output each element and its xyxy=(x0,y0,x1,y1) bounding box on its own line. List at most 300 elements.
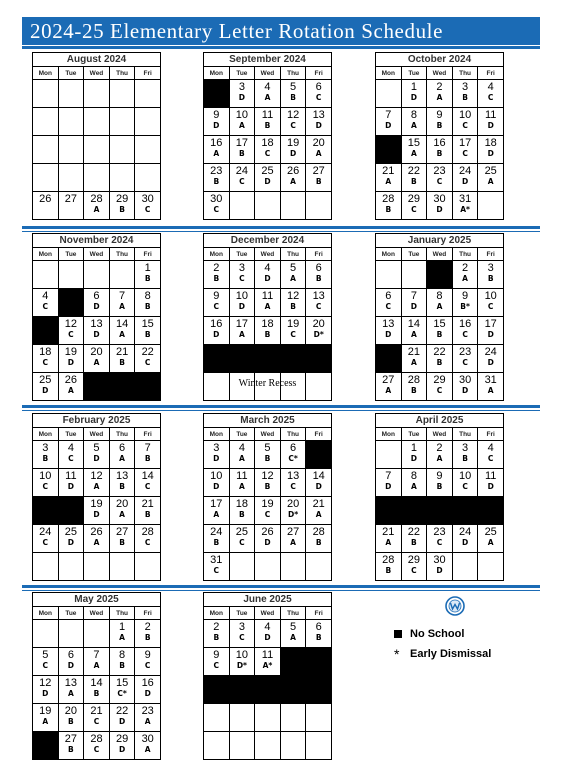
week-row xyxy=(204,620,332,648)
month-name: April 2025 xyxy=(375,413,504,427)
day-cell xyxy=(452,317,478,345)
rotation-letter: C xyxy=(93,717,100,726)
weekday-header: Thu xyxy=(280,607,306,620)
rotation-letter: B xyxy=(264,121,271,130)
day-number: 27 xyxy=(312,165,325,177)
day-cell xyxy=(280,108,306,136)
day-cell xyxy=(33,80,59,108)
rotation-letter: A xyxy=(67,386,74,395)
rotation-letter: B* xyxy=(460,302,470,311)
day-cell xyxy=(84,80,110,108)
day-cell xyxy=(58,553,84,581)
rotation-letter: D* xyxy=(236,661,247,670)
rotation-letter: A xyxy=(144,745,151,754)
day-cell xyxy=(452,525,478,553)
day-cell xyxy=(58,261,84,289)
rotation-letter: C xyxy=(144,661,151,670)
no-school-cell xyxy=(33,317,59,345)
day-cell xyxy=(376,80,402,108)
day-cell xyxy=(33,525,59,553)
header-divider xyxy=(22,46,540,49)
day-number: 4 xyxy=(487,81,494,93)
day-number: 3 xyxy=(213,442,220,454)
day-cell xyxy=(33,192,59,220)
weekday-header: Fri xyxy=(306,67,332,80)
day-cell xyxy=(306,108,332,136)
day-number: 24 xyxy=(458,526,472,538)
week-row xyxy=(33,261,161,289)
rotation-letter: C* xyxy=(288,454,298,463)
rotation-letter: B xyxy=(119,205,125,214)
day-number: 8 xyxy=(436,290,443,302)
day-cell xyxy=(135,164,161,192)
day-cell xyxy=(376,164,402,192)
rotation-letter: B xyxy=(144,302,151,311)
day-cell xyxy=(401,192,427,220)
day-number: 21 xyxy=(382,526,395,538)
day-number: 13 xyxy=(312,290,325,302)
month-name: November 2024 xyxy=(32,233,161,247)
rotation-letter: C xyxy=(213,205,220,214)
week-row xyxy=(376,469,504,497)
day-number: 3 xyxy=(238,621,245,633)
day-number: 25 xyxy=(235,526,249,538)
day-cell xyxy=(427,289,453,317)
day-cell xyxy=(255,261,281,289)
rotation-letter: B xyxy=(213,274,220,283)
rotation-letter: D xyxy=(93,330,100,339)
day-number: 24 xyxy=(235,165,249,177)
day-cell xyxy=(306,525,332,553)
rotation-letter: D xyxy=(238,93,245,102)
day-cell xyxy=(255,441,281,469)
no-school-cell xyxy=(204,80,230,108)
day-number: 20 xyxy=(90,346,103,358)
month-calendar xyxy=(375,413,504,581)
rotation-letter: A xyxy=(410,330,417,339)
weekday-header: Mon xyxy=(33,67,59,80)
day-number: 5 xyxy=(264,442,271,454)
day-cell xyxy=(427,553,453,581)
day-cell xyxy=(204,289,230,317)
day-number: 24 xyxy=(458,165,472,177)
day-number: 19 xyxy=(286,318,300,330)
day-cell xyxy=(376,261,402,289)
day-number: 6 xyxy=(67,649,74,661)
rotation-letter: C xyxy=(239,177,245,186)
day-cell xyxy=(109,136,135,164)
rotation-letter: A xyxy=(436,454,443,463)
day-number: 11 xyxy=(484,109,497,121)
rotation-letter: C xyxy=(487,93,494,102)
rotation-letter: D xyxy=(385,330,392,339)
weekday-header: Wed xyxy=(255,607,281,620)
day-number: 11 xyxy=(484,470,497,482)
week-row xyxy=(204,289,332,317)
rotation-letter: D xyxy=(213,482,220,491)
rotation-letter: A xyxy=(238,482,245,491)
day-number: 19 xyxy=(261,498,274,510)
rotation-letter: B xyxy=(144,454,151,463)
month-name: October 2024 xyxy=(375,52,504,66)
day-cell xyxy=(306,192,332,220)
weekday-header: Mon xyxy=(33,428,59,441)
rotation-letter: D xyxy=(385,121,392,130)
day-cell xyxy=(376,525,402,553)
day-number: 10 xyxy=(235,649,249,661)
week-row xyxy=(33,345,161,373)
weekday-header: Tue xyxy=(401,67,427,80)
rotation-letter: B xyxy=(264,454,271,463)
rotation-letter: C xyxy=(42,538,49,547)
rotation-letter: C xyxy=(68,330,74,339)
day-cell xyxy=(401,136,427,164)
day-number: 14 xyxy=(407,318,421,330)
month-calendar xyxy=(203,592,332,760)
day-cell xyxy=(255,108,281,136)
no-school-cell xyxy=(427,261,453,289)
day-number: 21 xyxy=(407,346,421,358)
day-cell xyxy=(204,732,230,760)
day-number: 6 xyxy=(385,290,392,302)
day-number: 14 xyxy=(312,470,325,482)
day-cell xyxy=(255,80,281,108)
day-number: 21 xyxy=(115,346,129,358)
week-row xyxy=(204,345,332,373)
rotation-letter: D xyxy=(93,510,100,519)
day-cell xyxy=(58,441,84,469)
weekday-header: Fri xyxy=(306,428,332,441)
week-row xyxy=(33,525,161,553)
day-cell xyxy=(427,164,453,192)
rotation-letter: A xyxy=(315,149,322,158)
day-cell xyxy=(255,192,281,220)
day-cell xyxy=(478,441,504,469)
month-calendar xyxy=(32,413,161,581)
day-cell xyxy=(280,289,306,317)
day-cell xyxy=(280,80,306,108)
rotation-letter: B xyxy=(411,177,417,186)
day-number: 13 xyxy=(312,109,325,121)
week-row xyxy=(376,525,504,553)
rotation-letter: D xyxy=(264,633,271,642)
day-number: 2 xyxy=(436,81,443,93)
day-cell xyxy=(478,289,504,317)
week-row xyxy=(376,80,504,108)
day-number: 19 xyxy=(90,498,103,510)
day-number: 20 xyxy=(286,498,300,510)
day-cell xyxy=(135,525,161,553)
day-number: 6 xyxy=(315,262,322,274)
month-name: January 2025 xyxy=(375,233,504,247)
day-number: 3 xyxy=(42,442,49,454)
day-cell xyxy=(204,108,230,136)
row-divider-thin xyxy=(22,231,540,232)
day-number: 11 xyxy=(261,290,274,302)
day-number: 26 xyxy=(64,374,78,386)
day-cell xyxy=(280,192,306,220)
day-cell xyxy=(376,108,402,136)
day-number: 1 xyxy=(144,262,151,274)
week-row xyxy=(204,317,332,345)
week-row xyxy=(376,164,504,192)
day-cell xyxy=(401,317,427,345)
day-number: 25 xyxy=(39,374,52,386)
day-cell xyxy=(452,373,478,401)
rotation-letter: B xyxy=(68,717,74,726)
day-number: 19 xyxy=(39,705,52,717)
day-cell xyxy=(135,345,161,373)
rotation-letter: A xyxy=(93,358,100,367)
month-name: February 2025 xyxy=(32,413,161,427)
rotation-letter: B xyxy=(315,633,322,642)
day-cell xyxy=(452,261,478,289)
rotation-letter: C xyxy=(462,149,468,158)
rotation-letter: C xyxy=(213,661,220,670)
day-number: 21 xyxy=(90,705,103,717)
week-row xyxy=(376,441,504,469)
day-cell xyxy=(84,525,110,553)
day-cell xyxy=(427,373,453,401)
day-cell xyxy=(58,108,84,136)
no-school-cell xyxy=(255,676,281,704)
day-cell xyxy=(255,553,281,581)
rotation-letter: D xyxy=(487,121,494,130)
rotation-letter: D xyxy=(315,121,322,130)
day-number: 17 xyxy=(235,137,249,149)
week-row xyxy=(376,136,504,164)
week-row xyxy=(33,80,161,108)
day-cell xyxy=(109,345,135,373)
day-cell xyxy=(376,192,402,220)
day-number: 7 xyxy=(119,290,126,302)
rotation-letter: C xyxy=(315,93,322,102)
weekday-header: Wed xyxy=(255,428,281,441)
day-number: 27 xyxy=(64,193,78,205)
day-cell xyxy=(255,620,281,648)
day-cell xyxy=(135,136,161,164)
day-cell xyxy=(204,648,230,676)
day-cell xyxy=(84,192,110,220)
rotation-letter: C xyxy=(264,149,271,158)
rotation-letter: D xyxy=(410,454,417,463)
day-number: 20 xyxy=(312,318,325,330)
rotation-letter: B xyxy=(144,510,151,519)
rotation-letter: A xyxy=(290,177,296,186)
weekday-header: Tue xyxy=(58,607,84,620)
rotation-letter: B xyxy=(315,274,322,283)
rotation-letter: C xyxy=(290,482,296,491)
day-number: 23 xyxy=(458,346,472,358)
day-number: 27 xyxy=(115,526,129,538)
day-number: 24 xyxy=(39,526,52,538)
day-cell xyxy=(84,497,110,525)
weekday-header: Thu xyxy=(109,428,135,441)
rotation-letter: C xyxy=(213,302,220,311)
rotation-letter: D xyxy=(436,566,443,575)
day-number: 11 xyxy=(65,470,77,482)
rotation-letter: A xyxy=(67,689,74,698)
rotation-letter: B xyxy=(239,149,245,158)
no-school-cell xyxy=(229,345,255,373)
day-cell xyxy=(427,525,453,553)
day-number: 14 xyxy=(90,677,103,689)
month-name: March 2025 xyxy=(203,413,332,427)
no-school-cell xyxy=(376,497,402,525)
rotation-letter: A* xyxy=(460,205,470,214)
day-cell xyxy=(84,553,110,581)
week-row xyxy=(204,497,332,525)
weekday-header: Fri xyxy=(306,607,332,620)
month-name: September 2024 xyxy=(203,52,332,66)
day-cell xyxy=(229,441,255,469)
rotation-letter: B xyxy=(213,177,220,186)
day-number: 28 xyxy=(141,526,154,538)
no-school-cell xyxy=(401,497,427,525)
month-calendar xyxy=(203,52,332,220)
rotation-letter: A xyxy=(487,538,494,547)
rotation-letter: D xyxy=(93,302,100,311)
day-number: 3 xyxy=(238,81,245,93)
no-school-cell xyxy=(280,676,306,704)
rotation-letter: D xyxy=(42,386,49,395)
day-number: 5 xyxy=(93,442,100,454)
day-number: 25 xyxy=(484,526,497,538)
weekday-header: Mon xyxy=(376,248,402,261)
day-number: 18 xyxy=(484,137,497,149)
day-number: 14 xyxy=(115,318,129,330)
rotation-letter: C xyxy=(462,358,468,367)
day-cell xyxy=(478,164,504,192)
day-cell xyxy=(84,441,110,469)
rotation-letter: C xyxy=(239,538,245,547)
weekday-header: Thu xyxy=(452,428,478,441)
day-cell xyxy=(478,261,504,289)
day-cell xyxy=(401,80,427,108)
day-number: 28 xyxy=(90,733,103,745)
day-number: 9 xyxy=(213,290,220,302)
day-cell xyxy=(84,676,110,704)
day-cell xyxy=(135,261,161,289)
rotation-letter: C xyxy=(487,302,494,311)
rotation-letter: C xyxy=(462,482,468,491)
rotation-letter: A xyxy=(119,302,125,311)
weekday-header: Wed xyxy=(84,67,110,80)
day-cell xyxy=(452,441,478,469)
day-number: 6 xyxy=(290,442,297,454)
rotation-letter: C xyxy=(411,566,417,575)
legend-early-dismissal-label: Early Dismissal xyxy=(410,647,492,660)
week-row xyxy=(376,289,504,317)
day-cell xyxy=(376,469,402,497)
rotation-letter: B xyxy=(290,302,296,311)
day-cell xyxy=(452,136,478,164)
day-number: 22 xyxy=(407,165,421,177)
day-number: 22 xyxy=(115,705,129,717)
weekday-header: Wed xyxy=(84,607,110,620)
day-cell xyxy=(452,469,478,497)
day-number: 16 xyxy=(433,137,446,149)
no-school-cell xyxy=(478,497,504,525)
rotation-letter: C xyxy=(436,177,443,186)
day-cell xyxy=(376,289,402,317)
rotation-letter: B xyxy=(411,538,417,547)
day-cell xyxy=(109,317,135,345)
day-cell xyxy=(478,469,504,497)
day-cell xyxy=(109,289,135,317)
day-number: 23 xyxy=(141,705,154,717)
day-number: 15 xyxy=(115,677,129,689)
day-number: 9 xyxy=(436,470,443,482)
day-number: 13 xyxy=(382,318,395,330)
day-number: 29 xyxy=(407,193,421,205)
rotation-letter: C xyxy=(290,121,296,130)
rotation-letter: B xyxy=(462,93,468,102)
day-number: 15 xyxy=(141,318,154,330)
month-calendar xyxy=(32,52,161,220)
day-number: 13 xyxy=(64,677,78,689)
day-number: 23 xyxy=(210,165,223,177)
day-cell xyxy=(33,164,59,192)
day-number: 25 xyxy=(484,165,497,177)
rotation-letter: A xyxy=(315,510,322,519)
rotation-letter: B xyxy=(385,566,392,575)
day-cell xyxy=(401,108,427,136)
rotation-letter: D xyxy=(487,358,494,367)
day-cell xyxy=(109,164,135,192)
rotation-letter: D xyxy=(67,661,74,670)
day-cell xyxy=(204,164,230,192)
week-row xyxy=(204,441,332,469)
week-row xyxy=(204,525,332,553)
weekday-header: Fri xyxy=(478,248,504,261)
rotation-letter: A xyxy=(436,93,443,102)
weekday-header: Thu xyxy=(452,248,478,261)
rotation-letter: C xyxy=(436,538,443,547)
rotation-letter: B xyxy=(239,510,245,519)
day-cell xyxy=(204,469,230,497)
day-cell xyxy=(58,164,84,192)
day-number: 9 xyxy=(462,290,469,302)
day-cell xyxy=(280,136,306,164)
week-row xyxy=(33,553,161,581)
no-school-cell xyxy=(306,648,332,676)
legend-no-school-label: No School xyxy=(410,628,465,640)
rotation-letter: C xyxy=(385,302,392,311)
weekday-header: Mon xyxy=(204,607,230,620)
day-number: 25 xyxy=(64,526,78,538)
asterisk-icon: * xyxy=(394,646,400,662)
rotation-letter: A xyxy=(238,121,245,130)
day-cell xyxy=(33,648,59,676)
weekday-header: Mon xyxy=(376,67,402,80)
rotation-letter: C xyxy=(144,538,151,547)
day-number: 22 xyxy=(433,346,446,358)
day-cell xyxy=(204,317,230,345)
rotation-letter: D xyxy=(487,330,494,339)
day-cell xyxy=(478,192,504,220)
rotation-letter: D xyxy=(42,689,49,698)
rotation-letter: D xyxy=(487,482,494,491)
day-number: 27 xyxy=(382,374,395,386)
rotation-letter: D xyxy=(461,538,469,547)
week-row xyxy=(33,373,161,401)
day-number: 28 xyxy=(90,193,103,205)
rotation-letter: B xyxy=(119,538,125,547)
day-cell xyxy=(135,289,161,317)
rotation-letter: B xyxy=(93,689,100,698)
rotation-letter: C xyxy=(290,330,296,339)
